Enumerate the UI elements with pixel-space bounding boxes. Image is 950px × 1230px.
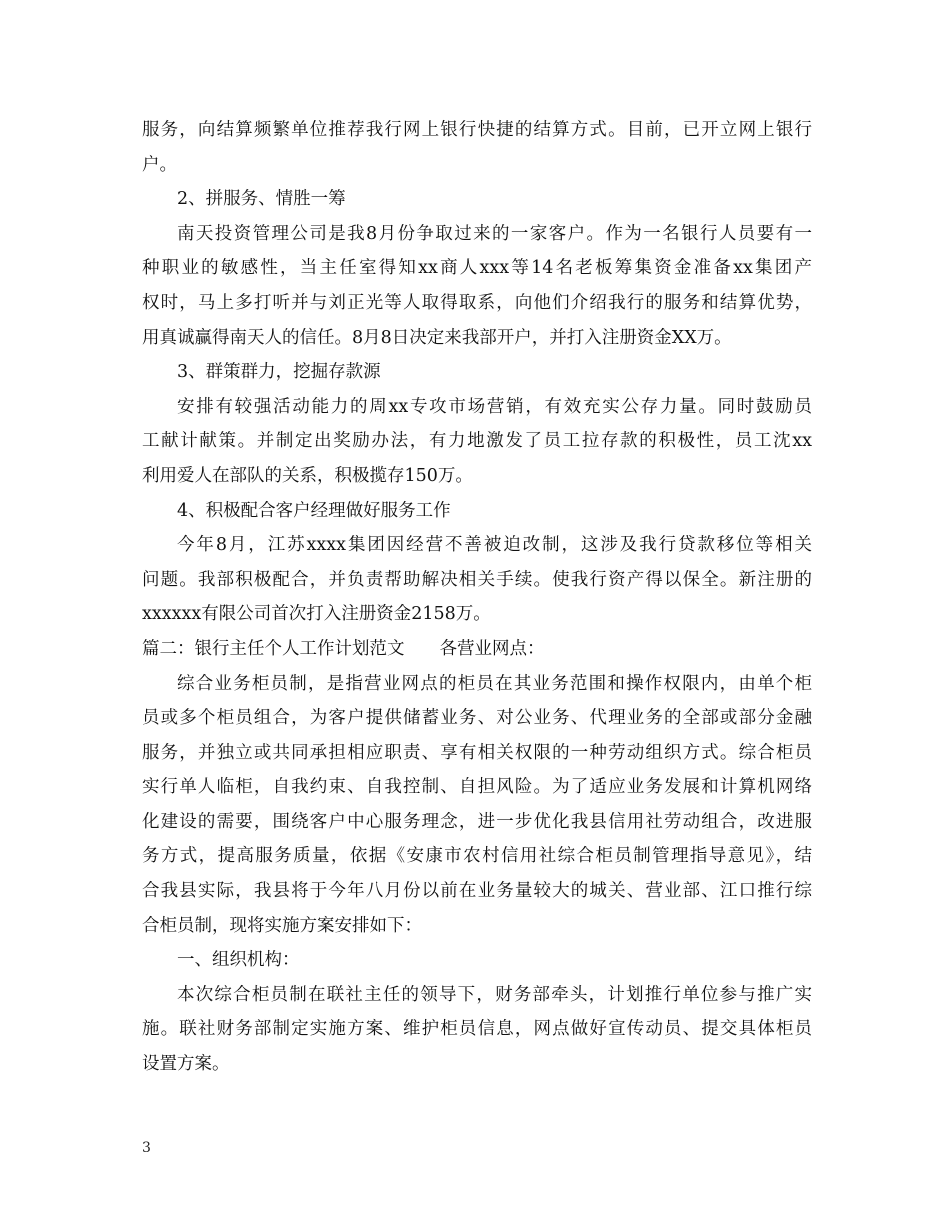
text-line: 问题。我部积极配合，并负责帮助解决相关手续。使我行资产得以保全。新注册的	[142, 569, 812, 590]
text-line: 利用爱人在部队的关系，积极揽存150万。	[142, 465, 473, 486]
text-line: 合柜员制，现将实施方案安排如下：	[142, 915, 422, 936]
text-line: 本次综合柜员制在联社主任的领导下，财务部牵头，计划推行单位参与推广实	[177, 984, 812, 1005]
text-line: 设置方案。	[142, 1054, 230, 1075]
text-line: 一、组织机构：	[177, 950, 300, 971]
text-line: 用真诚赢得南天人的信任。8月8日决定来我部开户，并打入注册资金XX万。	[142, 327, 732, 348]
text-line: 3、群策群力，挖掘存款源	[177, 362, 381, 383]
text-line: xxxxxx有限公司首次打入注册资金2158万。	[142, 604, 491, 625]
text-line: 服务，并独立或共同承担相应职责、享有相关权限的一种劳动组织方式。综合柜员	[142, 742, 812, 763]
text-line: 南天投资管理公司是我8月份争取过来的一家客户。作为一名银行人员要有一	[177, 223, 812, 244]
text-line: 种职业的敏感性，当主任室得知xx商人xxx等14名老板筹集资金准备xx集团产	[142, 258, 812, 279]
text-line: 工献计献策。并制定出奖励办法，有力地激发了员工拉存款的积极性，员工沈xx	[142, 431, 812, 452]
text-line: 综合业务柜员制，是指营业网点的柜员在其业务范围和操作权限内，由单个柜	[177, 673, 812, 694]
text-line: 合我县实际，我县将于今年八月份以前在业务量较大的城关、营业部、江口推行综	[142, 881, 812, 902]
text-line: 4、积极配合客户经理做好服务工作	[177, 500, 451, 521]
text-line: 户。	[142, 154, 177, 175]
page-number: 3	[142, 1140, 151, 1156]
text-line: 务方式，提高服务质量，依据《安康市农村信用社综合柜员制管理指导意见》，结	[142, 846, 812, 867]
text-line: 员或多个柜员组合，为客户提供储蓄业务、对公业务、代理业务的全部或部分金融	[142, 708, 812, 729]
text-line: 权时，马上多打听并与刘正光等人取得取系，向他们介绍我行的服务和结算优势，	[142, 292, 812, 313]
text-line: 服务，向结算频繁单位推荐我行网上银行快捷的结算方式。目前，已开立网上银行	[142, 120, 812, 140]
text-line: 施。联社财务部制定实施方案、维护柜员信息，网点做好宣传动员、提交具体柜员	[142, 1019, 812, 1040]
text-line: 化建设的需要，围绕客户中心服务理念，进一步优化我县信用社劳动组合，改进服	[142, 811, 812, 832]
text-line: 实行单人临柜，自我约束、自我控制、自担风险。为了适应业务发展和计算机网络	[142, 777, 812, 798]
document-body	[142, 113, 812, 1082]
text-line: 篇二：银行主任个人工作计划范文 各营业网点：	[142, 638, 545, 659]
text-line: 今年8月，江苏xxxx集团因经营不善被迫改制，这涉及我行贷款移位等相关	[177, 535, 812, 556]
text-line: 安排有较强活动能力的周xx专攻市场营销，有效充实公存力量。同时鼓励员	[177, 396, 812, 417]
text-line: 2、拼服务、情胜一筹	[177, 189, 346, 210]
